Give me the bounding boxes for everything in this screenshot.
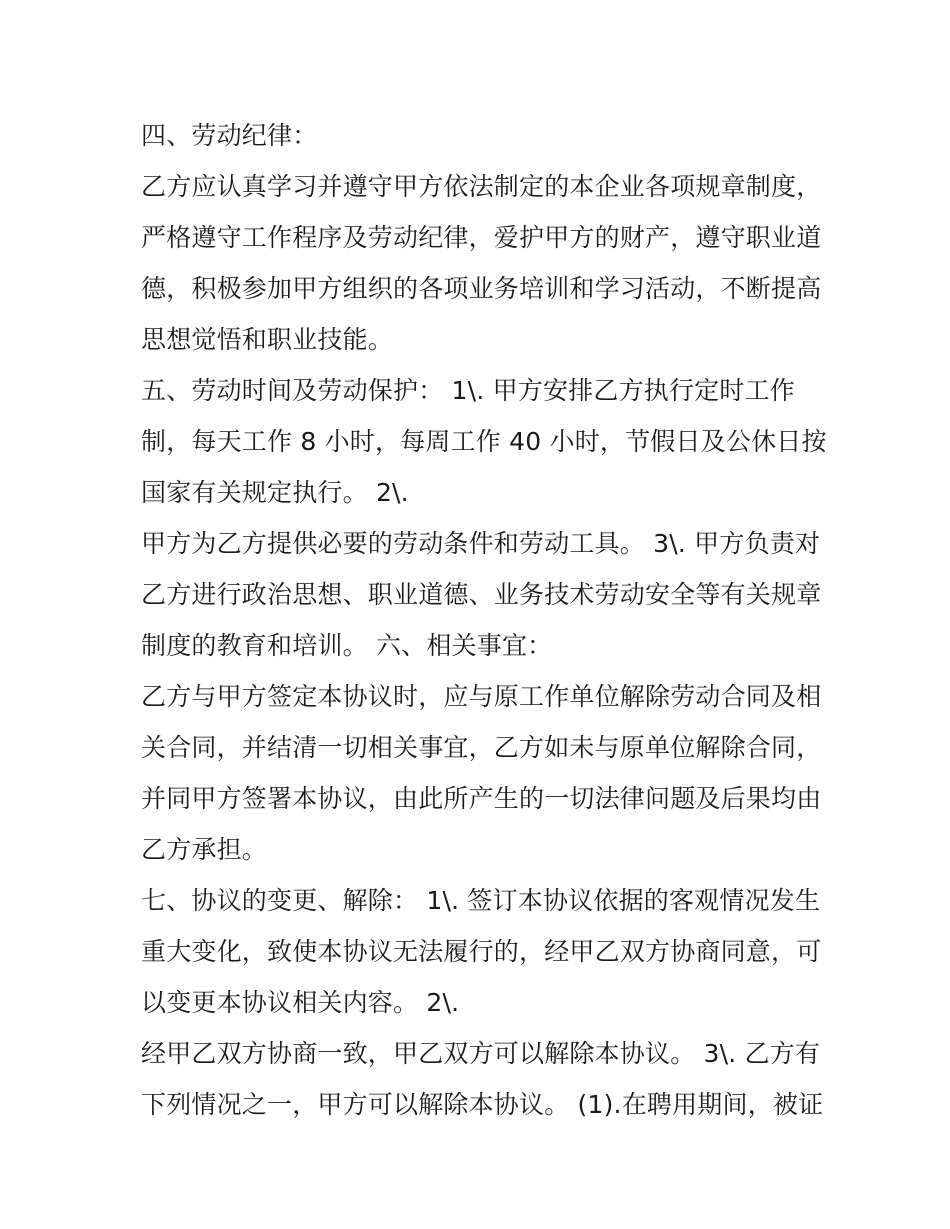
text-line: 乙方与甲方签定本协议时，应与原工作单位解除劳动合同及相 [141, 682, 822, 711]
text-line: 德，积极参加甲方组织的各项业务培训和学习活动，不断提高 [141, 274, 822, 303]
text-line: 下列情况之一，甲方可以解除本协议。 (1).在聘用期间，被证 [141, 1090, 824, 1119]
text-line: 制度的教育和培训。 六、相关事宜： [141, 631, 553, 660]
text-line: 思想觉悟和职业技能。 [141, 325, 394, 354]
text-line: 重大变化，致使本协议无法履行的，经甲乙双方协商同意，可 [141, 937, 822, 966]
text-line: 乙方应认真学习并遵守甲方依法制定的本企业各项规章制度， [141, 172, 822, 201]
text-line: 并同甲方签署本协议，由此所产生的一切法律问题及后果均由 [141, 784, 822, 813]
text-line: 乙方进行政治思想、职业道德、业务技术劳动安全等有关规章 [141, 580, 822, 609]
text-line: 乙方承担。 [141, 835, 268, 864]
text-line: 七、协议的变更、解除： 1\. 签订本协议依据的客观情况发生 [141, 886, 821, 915]
text-line: 四、劳动纪律： [141, 121, 318, 150]
text-line: 关合同，并结清一切相关事宜，乙方如未与原单位解除合同， [141, 733, 822, 762]
text-line: 以变更本协议相关内容。 2\. [141, 988, 460, 1017]
text-line: 国家有关规定执行。 2\. [141, 478, 409, 507]
text-line: 五、劳动时间及劳动保护： 1\. 甲方安排乙方执行定时工作 [141, 376, 795, 405]
text-line: 严格遵守工作程序及劳动纪律，爱护甲方的财产，遵守职业道 [141, 223, 822, 252]
text-line: 经甲乙双方协商一致，甲乙双方可以解除本协议。 3\. 乙方有 [141, 1039, 821, 1068]
text-line: 制，每天工作 8 小时，每周工作 40 小时，节假日及公休日按 [141, 427, 827, 456]
document-body [141, 110, 827, 1130]
text-line: 甲方为乙方提供必要的劳动条件和劳动工具。 3\. 甲方负责对 [141, 529, 821, 558]
